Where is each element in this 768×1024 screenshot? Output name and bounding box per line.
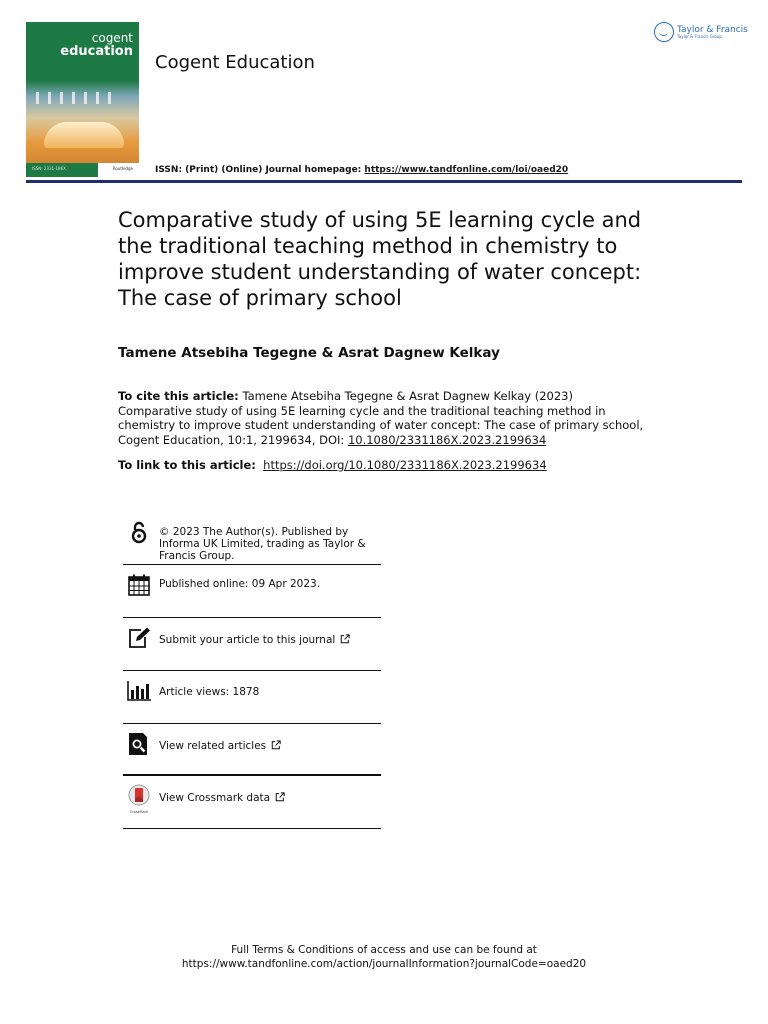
related-articles-search-icon <box>127 732 151 756</box>
crossmark-text: View Crossmark data <box>159 792 271 804</box>
crossmark-logo <box>127 784 151 814</box>
terms-url[interactable]: https://www.tandfonline.com/action/journalInformation?journalCode=oaed20 <box>181 958 587 970</box>
link-label: To link to this article: <box>118 458 256 472</box>
open-access-icon <box>127 521 151 545</box>
views-row <box>123 671 381 724</box>
issn-text: ISSN: (Print) (Online) Journal homepage: <box>155 165 365 175</box>
header-divider <box>26 180 742 183</box>
cite-label: To cite this article: <box>118 389 239 403</box>
copyright-text: © 2023 The Author(s). Published by Informa UK Limited, trading as Taylor & Francis Group. <box>159 526 366 562</box>
cover-windows-decoration <box>36 92 116 104</box>
external-link-icon <box>274 792 286 802</box>
article-link-line <box>118 458 547 472</box>
bar-chart-icon <box>127 679 151 703</box>
calendar-icon <box>127 573 151 597</box>
article-info-list <box>123 517 381 829</box>
journal-title: Cogent Education <box>155 52 315 73</box>
related-link[interactable] <box>159 740 282 752</box>
article-doi-link[interactable]: https://doi.org/10.1080/2331186X.2023.2199634 <box>263 458 547 472</box>
related-row[interactable] <box>123 724 381 776</box>
publisher-logo-name: Taylor & Francis <box>677 24 748 35</box>
cover-book-illustration <box>44 122 124 148</box>
article-authors: Tamene Atsebiha Tegegne & Asrat Dagnew Kelkay <box>118 345 500 361</box>
cover-brand-line1: cogent <box>91 31 133 45</box>
views-text: Article views: 1878 <box>159 686 260 698</box>
copyright-row <box>123 517 381 565</box>
cite-text: Tamene Atsebiha Tegegne & Asrat Dagnew Kelkay (2023) Comparative study of using 5E learning cycle and the traditional teaching method in chemistry to improve student understanding of water concept: The case of primary school, Cogent Education, 10:1, 2199634, DOI: <box>118 389 644 447</box>
crossmark-link[interactable] <box>159 792 286 804</box>
edit-icon <box>127 626 151 650</box>
issn-line <box>155 165 568 175</box>
cover-brand-line2: education <box>60 43 133 59</box>
cover-issn: ISSN: 2331-186X <box>32 166 66 171</box>
cover-footer <box>26 163 139 177</box>
submit-row[interactable] <box>123 618 381 671</box>
publisher-logo-sub: Taylor & Francis Group <box>677 33 722 39</box>
citation-block <box>118 389 648 447</box>
article-title: Comparative study of using 5E learning cycle and the traditional teaching method in chemistry to improve student understanding of water concept: The case of primary school <box>118 208 642 310</box>
external-link-icon <box>270 740 282 750</box>
terms-footer <box>0 943 768 971</box>
submit-text: Submit your article to this journal <box>159 634 336 646</box>
crossmark-row[interactable] <box>123 776 381 829</box>
published-text: Published online: 09 Apr 2023. <box>159 578 321 590</box>
external-link-icon <box>339 634 351 644</box>
journal-cover-image <box>26 22 139 177</box>
terms-line1: Full Terms & Conditions of access and use can be found at <box>231 944 537 956</box>
cover-publisher-logo: Routledge <box>112 166 133 171</box>
submit-link[interactable] <box>159 634 351 646</box>
cite-doi-link[interactable]: 10.1080/2331186X.2023.2199634 <box>347 432 547 447</box>
cover-brand <box>60 32 133 58</box>
journal-homepage-link[interactable]: https://www.tandfonline.com/loi/oaed20 <box>364 165 569 175</box>
taylor-francis-emblem-icon <box>654 22 674 42</box>
published-row <box>123 565 381 618</box>
related-text: View related articles <box>159 740 267 752</box>
crossmark-icon <box>127 784 151 806</box>
taylor-francis-logo[interactable] <box>654 22 748 42</box>
crossmark-logo-text: CrossMark <box>129 810 149 814</box>
